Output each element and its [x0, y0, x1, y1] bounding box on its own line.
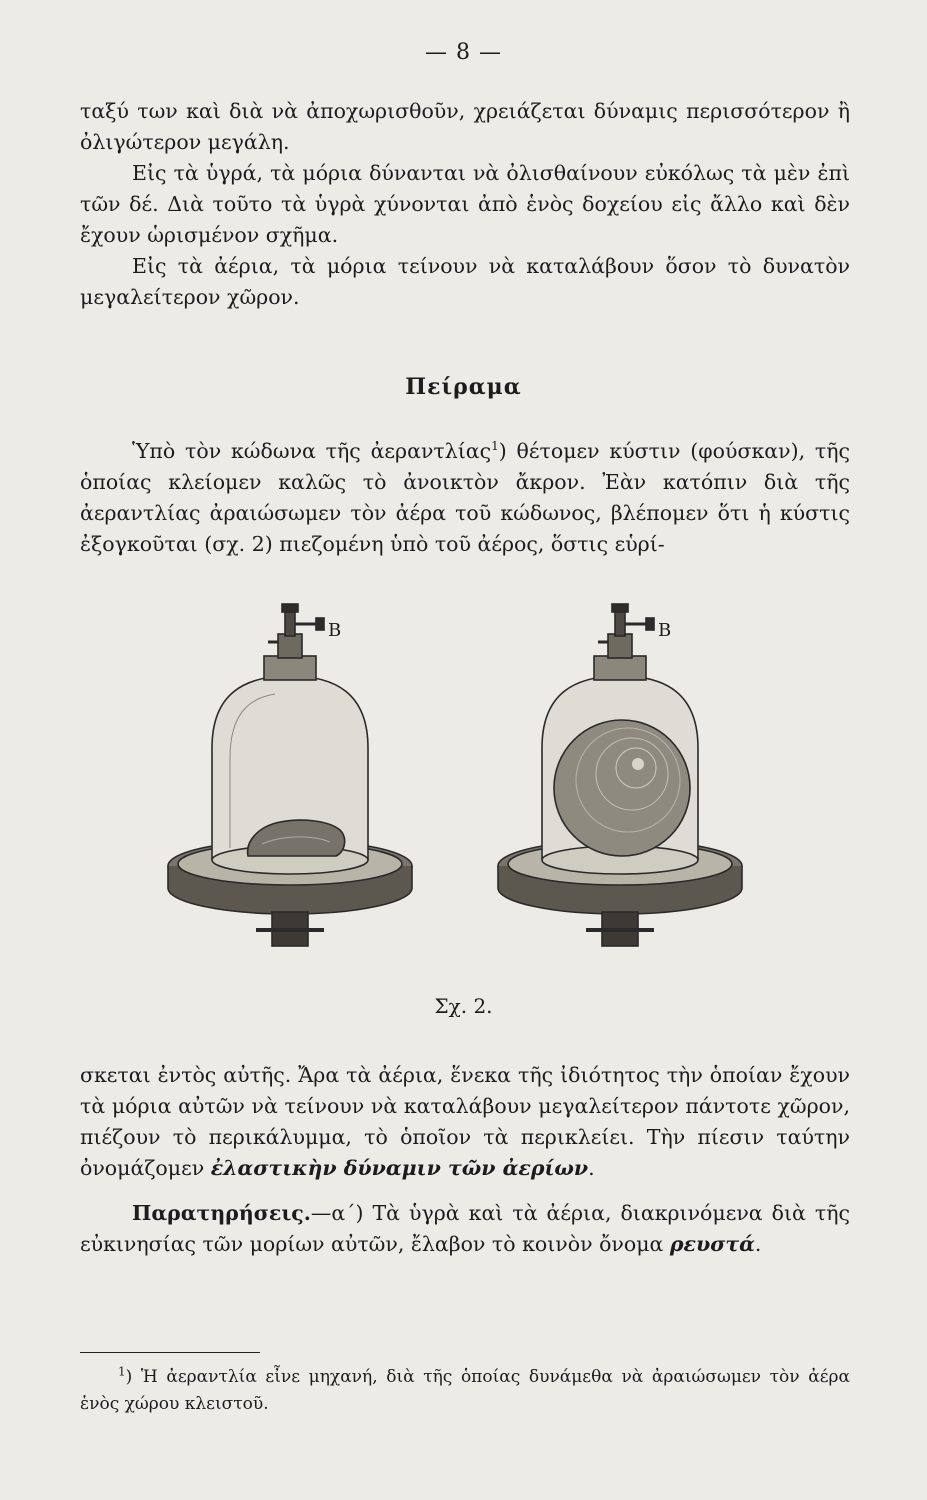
figure-caption: Σχ. 2.	[434, 994, 493, 1018]
emphasis-term: ἐλαστικὴν δύναμιν τῶν ἀερίων	[210, 1156, 589, 1180]
top-text-block	[80, 96, 850, 313]
text-span: σκεται ἐντὸς αὐτῆς. Ἄρα τὰ ἀέρια, ἕνεκα τῆς ἰδιότητος τὴν ὁποίαν ἔχουν τὰ μόρια αὐτῶν νὰ τείνουν νὰ καταλάβουν μεγαλείτερον πάντοτε χῶρον, πιέζουν τὸ περικάλυμμα, τὸ ὁποῖον τὰ περικλείει. Τὴν πίεσιν ταύτην ὀνομάζομεν	[80, 1063, 850, 1180]
paragraph: Εἰς τὰ ὑγρά, τὰ μόρια δύνανται νὰ ὀλισθαίνουν εὐκόλως τὰ μὲν ἐπὶ τῶν δέ. Διὰ τοῦτο τὰ ὑγρὰ χύνονται ἀπὸ ἑνὸς δοχείου εἰς ἄλλο καὶ δὲν ἔχουν ὡρισμένον σχῆμα.	[80, 161, 850, 247]
experiment-heading: Πείραμα	[405, 374, 522, 400]
text-span: .	[754, 1232, 762, 1256]
emphasis-term: ρευστά	[669, 1232, 755, 1256]
bell-jar-right	[498, 604, 742, 946]
continuation-text-block	[80, 1060, 850, 1260]
text-span: —α´) Τὰ ὑγρὰ καὶ τὰ ἀέρια, διακρινόμενα διὰ τῆς εὐκινησίας τῶν μορίων αὐτῶν, ἔλαβον τὸ κοινὸν ὄνομα	[80, 1201, 850, 1256]
paragraph: ταξύ των καὶ διὰ νὰ ἀποχωρισθοῦν, χρειάζεται δύναμις περισσότερον ἢ ὀλιγώτερον μεγάλη.	[80, 99, 850, 154]
footnote	[80, 1364, 850, 1418]
footnote-text	[80, 1364, 850, 1418]
remarks-paragraph	[80, 1198, 850, 1260]
text-span: ) Ἡ ἀεραντλία εἶνε μηχανή, διὰ τῆς ὁποίας δυνάμεθα νὰ ἀραιώσωμεν τὸν ἀέρα ἑνὸς χώρου κλειστοῦ.	[80, 1367, 850, 1414]
footnote-divider	[80, 1352, 260, 1353]
experiment-text-block	[80, 436, 850, 560]
remarks-label: Παρατηρήσεις.	[132, 1201, 311, 1225]
valve-label: B	[658, 620, 672, 641]
text-span: ) θέτομεν κύστιν (φούσκαν), τῆς ὁποίας κλείομεν καλῶς τὸ ἀνοικτὸν ἄκρον. Ἐὰν κατόπιν διὰ τῆς ἀεραντλίας ἀραιώσωμεν τὸν ἀέρα τοῦ κώδωνος, βλέπομεν ὅτι ἡ κύστις ἐξογκοῦται (σχ. 2) πιεζομένη ὑπὸ τοῦ ἀέρος, ὅστις εὑρί-	[80, 439, 850, 556]
continuation-paragraph	[80, 1060, 850, 1184]
footnote-marker: 1	[118, 1364, 126, 1379]
valve-label: B	[328, 620, 342, 641]
bell-jar-illustration	[150, 598, 770, 978]
page-number: — 8 —	[425, 40, 502, 65]
text-span: .	[588, 1156, 595, 1180]
experiment-paragraph	[80, 436, 850, 560]
bell-jar-left	[168, 604, 412, 946]
paragraph: Εἰς τὰ ἀέρια, τὰ μόρια τείνουν νὰ καταλάβουν ὅσον τὸ δυνατὸν μεγαλείτερον χῶρον.	[80, 254, 850, 309]
footnote-marker: 1	[491, 439, 499, 454]
text-span: Ὑπὸ τὸν κώδωνα τῆς ἀεραντλίας	[132, 439, 492, 463]
figure-bell-jars	[150, 598, 770, 978]
